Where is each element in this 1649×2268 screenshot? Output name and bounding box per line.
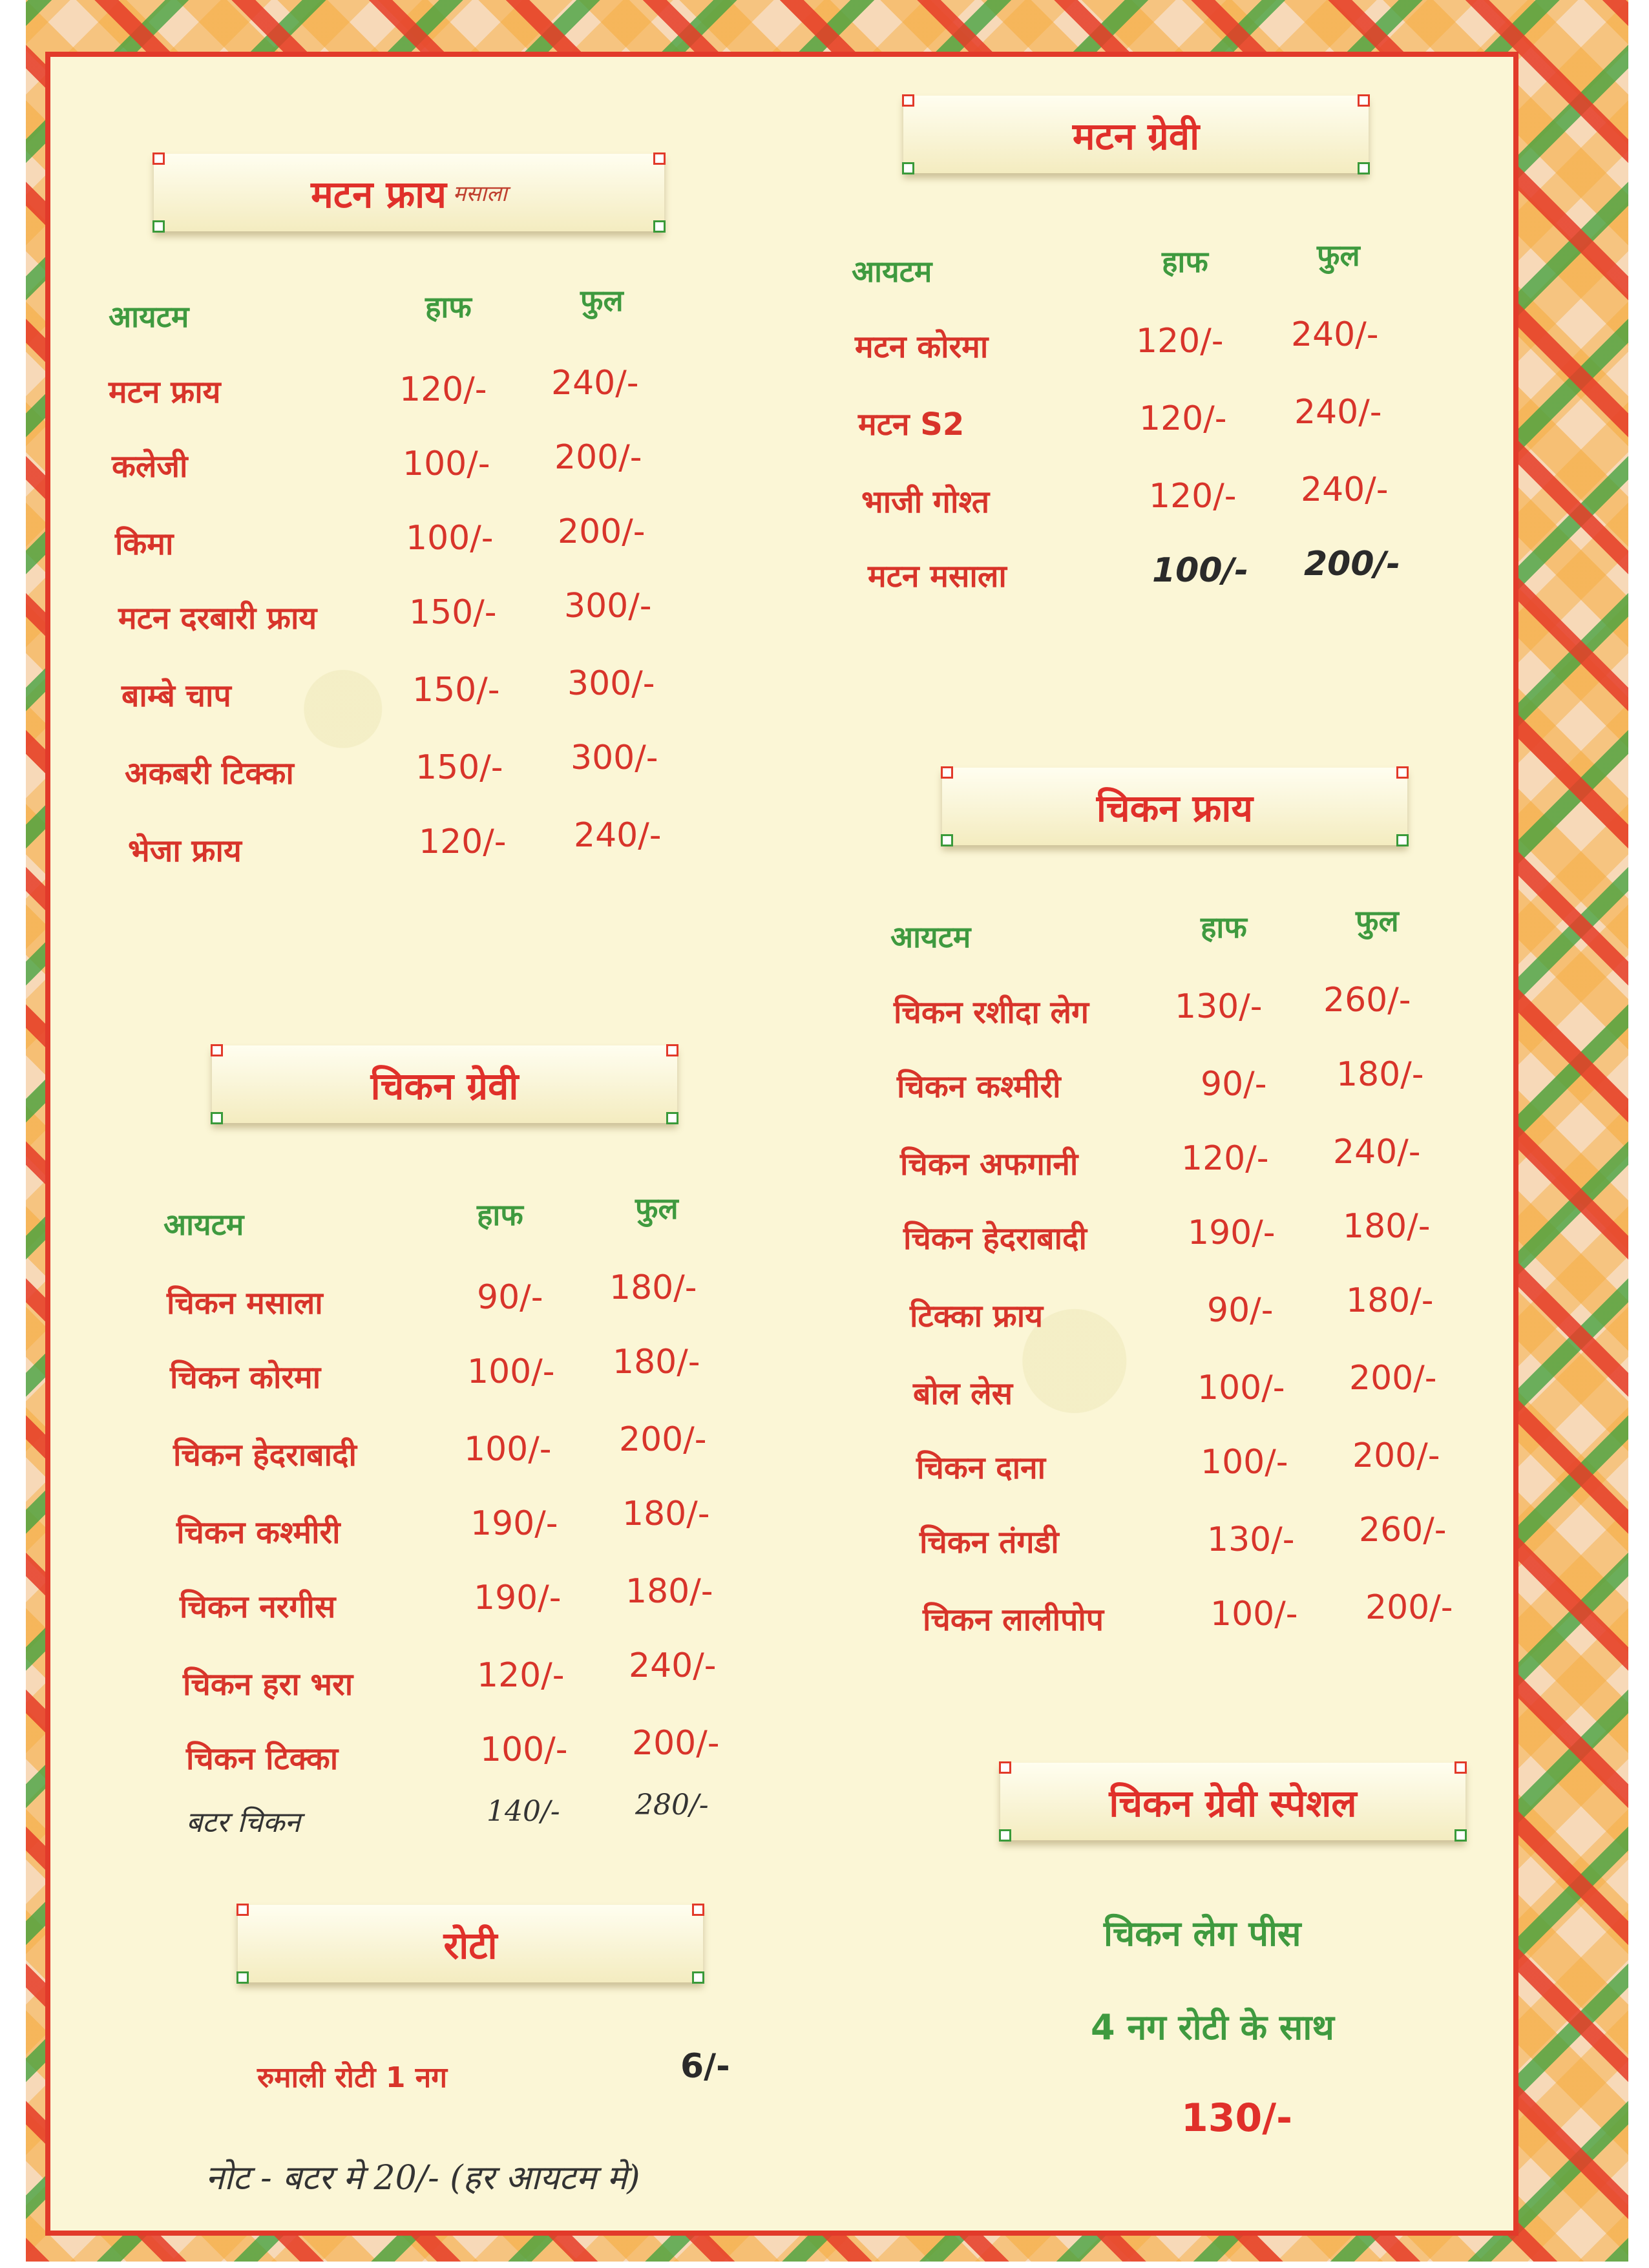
item-half-price: 120/- [399, 370, 487, 409]
item-name: चिकन अफगानी [900, 1146, 1078, 1182]
corner-square-icon [941, 834, 953, 846]
item-half-price: 190/- [1188, 1213, 1276, 1252]
item-full-price: 240/- [1301, 470, 1389, 509]
item-full-price: 180/- [1343, 1207, 1431, 1246]
section-header-mutton-fry [154, 154, 664, 231]
item-full-price: 240/- [574, 816, 662, 855]
section-header-roti [238, 1905, 703, 1982]
corner-square-icon [902, 94, 914, 107]
item-half-price: 100/- [467, 1352, 555, 1391]
footer-handwritten-note: नोट - बटर मे 20/- (हर आयटम मे) [205, 2159, 640, 2198]
handwritten-half-price: 140/- [487, 1795, 560, 1828]
item-name: टिक्का फ्राय [910, 1298, 1044, 1334]
item-half-price: 190/- [470, 1504, 558, 1543]
item-name: भेजा फ्राय [128, 833, 242, 869]
corner-square-icon [692, 1971, 704, 1984]
item-name: चिकन रशीदा लेग [894, 994, 1089, 1031]
section-title-chicken-gravy: चिकन ग्रेवी [370, 1064, 519, 1108]
item-name: रुमाली रोटी 1 नग [257, 2061, 447, 2094]
item-full-price: 300/- [567, 664, 655, 703]
item-half-price: 120/- [1139, 399, 1227, 438]
col-head-item: आयटम [109, 299, 189, 334]
item-full-price: 240/- [629, 1646, 717, 1685]
handwritten-note-mutton-fry: मसाला [452, 181, 507, 207]
item-full-price: 240/- [1333, 1133, 1421, 1171]
item-full-price: 240/- [551, 364, 639, 403]
item-name: चिकन मसाला [167, 1285, 323, 1321]
section-header-chicken-fry [942, 768, 1407, 845]
item-name: मटन S2 [858, 406, 965, 443]
item-full-price: 200/- [558, 512, 646, 551]
item-full-price: 300/- [571, 739, 658, 777]
section-header-chicken-gravy [212, 1045, 677, 1123]
item-name: कलेजी [112, 448, 188, 485]
menu-card [45, 52, 1518, 2236]
item-half-price: 100/- [480, 1730, 568, 1769]
item-name: बोल लेस [913, 1376, 1013, 1412]
corner-square-icon [999, 1761, 1011, 1774]
item-half-price: 100/- [464, 1430, 552, 1469]
handwritten-full-price: 280/- [635, 1789, 709, 1822]
item-half-price: 100/- [1201, 1443, 1288, 1482]
special-line-2: 4 नग रोटी के साथ [1091, 2007, 1334, 2048]
corner-square-icon [211, 1044, 223, 1056]
item-full-price: 180/- [625, 1572, 713, 1611]
item-full-price: 200/- [1304, 545, 1401, 583]
item-full-price: 240/- [1291, 315, 1379, 354]
section-header-chicken-gravy-special [1000, 1763, 1465, 1840]
item-half-price: 100/- [403, 445, 490, 483]
corner-square-icon [666, 1044, 678, 1056]
section-title-mutton-gravy: मटन ग्रेवी [1072, 114, 1200, 158]
item-half-price: 130/- [1175, 987, 1263, 1026]
item-half-price: 100/- [1210, 1595, 1298, 1633]
corner-square-icon [692, 1904, 704, 1916]
item-name: चिकन दाना [916, 1450, 1046, 1486]
item-half-price: 120/- [419, 823, 507, 861]
corner-square-icon [236, 1904, 249, 1916]
col-head-half: हाफ [1201, 910, 1247, 945]
item-full-price: 180/- [609, 1268, 697, 1307]
corner-square-icon [152, 220, 165, 233]
special-line-1: चिकन लेग पीस [1104, 1913, 1301, 1954]
section-title-roti: रोटी [443, 1923, 498, 1968]
item-half-price: 190/- [474, 1579, 562, 1617]
item-half-price: 90/- [477, 1278, 543, 1317]
item-name: चिकन कश्मीरी [176, 1515, 341, 1551]
item-half-price: 130/- [1207, 1520, 1295, 1559]
corner-square-icon [1455, 1761, 1467, 1774]
item-full-price: 180/- [1336, 1055, 1424, 1094]
item-name: मटन दरबारी फ्राय [118, 600, 317, 636]
corner-square-icon [666, 1112, 678, 1124]
corner-square-icon [1455, 1829, 1467, 1842]
item-full-price: 200/- [632, 1724, 720, 1763]
corner-square-icon [236, 1971, 249, 1984]
special-price: 130/- [1181, 2095, 1293, 2141]
item-full-price: 260/- [1359, 1511, 1447, 1549]
item-half-price: 150/- [412, 671, 500, 709]
item-name: मटन फ्राय [109, 374, 221, 410]
item-full-price: 180/- [613, 1343, 700, 1381]
col-head-full: फुल [635, 1191, 678, 1226]
corner-square-icon [1358, 162, 1370, 174]
section-header-mutton-gravy [903, 96, 1369, 173]
item-half-price: 100/- [1152, 551, 1249, 590]
item-name: चिकन लालीपोप [923, 1602, 1104, 1638]
item-half-price: 120/- [1149, 477, 1237, 516]
item-name: किमा [115, 526, 174, 562]
col-head-full: फुल [1356, 903, 1399, 938]
section-title-chicken-gravy-special: चिकन ग्रेवी स्पेशल [1109, 1781, 1357, 1825]
item-full-price: 260/- [1323, 981, 1411, 1020]
item-full-price: 240/- [1294, 393, 1382, 432]
corner-square-icon [653, 152, 666, 165]
item-price: 6/- [680, 2047, 730, 2086]
item-full-price: 200/- [1365, 1588, 1453, 1627]
col-head-half: हाफ [1162, 244, 1208, 279]
item-name: चिकन कश्मीरी [897, 1069, 1061, 1105]
corner-square-icon [1396, 834, 1409, 846]
item-full-price: 180/- [622, 1495, 710, 1533]
item-name: चिकन हरा भरा [183, 1666, 353, 1703]
corner-square-icon [152, 152, 165, 165]
item-half-price: 120/- [1136, 322, 1224, 361]
corner-square-icon [211, 1112, 223, 1124]
col-head-half: हाफ [477, 1197, 523, 1232]
col-head-half: हाफ [425, 289, 472, 324]
item-half-price: 150/- [409, 593, 497, 632]
col-head-item: आयटम [852, 254, 932, 289]
item-half-price: 90/- [1201, 1065, 1267, 1104]
item-name: चिकन कोरमा [170, 1360, 321, 1396]
item-name: अकबरी टिक्का [125, 755, 294, 792]
corner-square-icon [941, 766, 953, 779]
col-head-item: आयटम [890, 919, 971, 954]
item-name: मटन मसाला [868, 558, 1007, 594]
item-name: चिकन नरगीस [180, 1589, 336, 1625]
item-name: चिकन टिक्का [186, 1741, 339, 1777]
item-half-price: 90/- [1207, 1291, 1274, 1330]
item-full-price: 200/- [619, 1420, 707, 1459]
corner-square-icon [1358, 94, 1370, 107]
corner-square-icon [653, 220, 666, 233]
section-title-chicken-fry: चिकन फ्राय [1096, 786, 1254, 830]
section-title-mutton-fry: मटन फ्राय [311, 172, 446, 216]
item-full-price: 200/- [1352, 1436, 1440, 1475]
handwritten-item-name: बटर चिकन [186, 1806, 300, 1839]
item-full-price: 300/- [564, 587, 652, 625]
item-half-price: 100/- [1197, 1369, 1285, 1407]
col-head-full: फुल [580, 283, 624, 318]
item-full-price: 200/- [554, 438, 642, 477]
item-half-price: 150/- [415, 748, 503, 787]
item-name: चिकन तंगडी [919, 1524, 1059, 1560]
item-half-price: 100/- [406, 519, 494, 558]
item-name: बाम्बे चाप [121, 678, 231, 714]
corner-square-icon [999, 1829, 1011, 1842]
col-head-full: फुल [1317, 238, 1360, 273]
item-full-price: 180/- [1346, 1281, 1434, 1320]
item-full-price: 200/- [1349, 1359, 1437, 1398]
corner-square-icon [902, 162, 914, 174]
item-name: भाजी गोश्त [861, 484, 990, 520]
item-half-price: 120/- [1181, 1139, 1269, 1178]
col-head-item: आयटम [163, 1207, 244, 1242]
item-half-price: 120/- [477, 1656, 565, 1695]
item-name: चिकन हेदराबादी [173, 1437, 357, 1473]
item-name: मटन कोरमा [855, 329, 989, 365]
item-name: चिकन हेदराबादी [903, 1221, 1087, 1257]
corner-square-icon [1396, 766, 1409, 779]
